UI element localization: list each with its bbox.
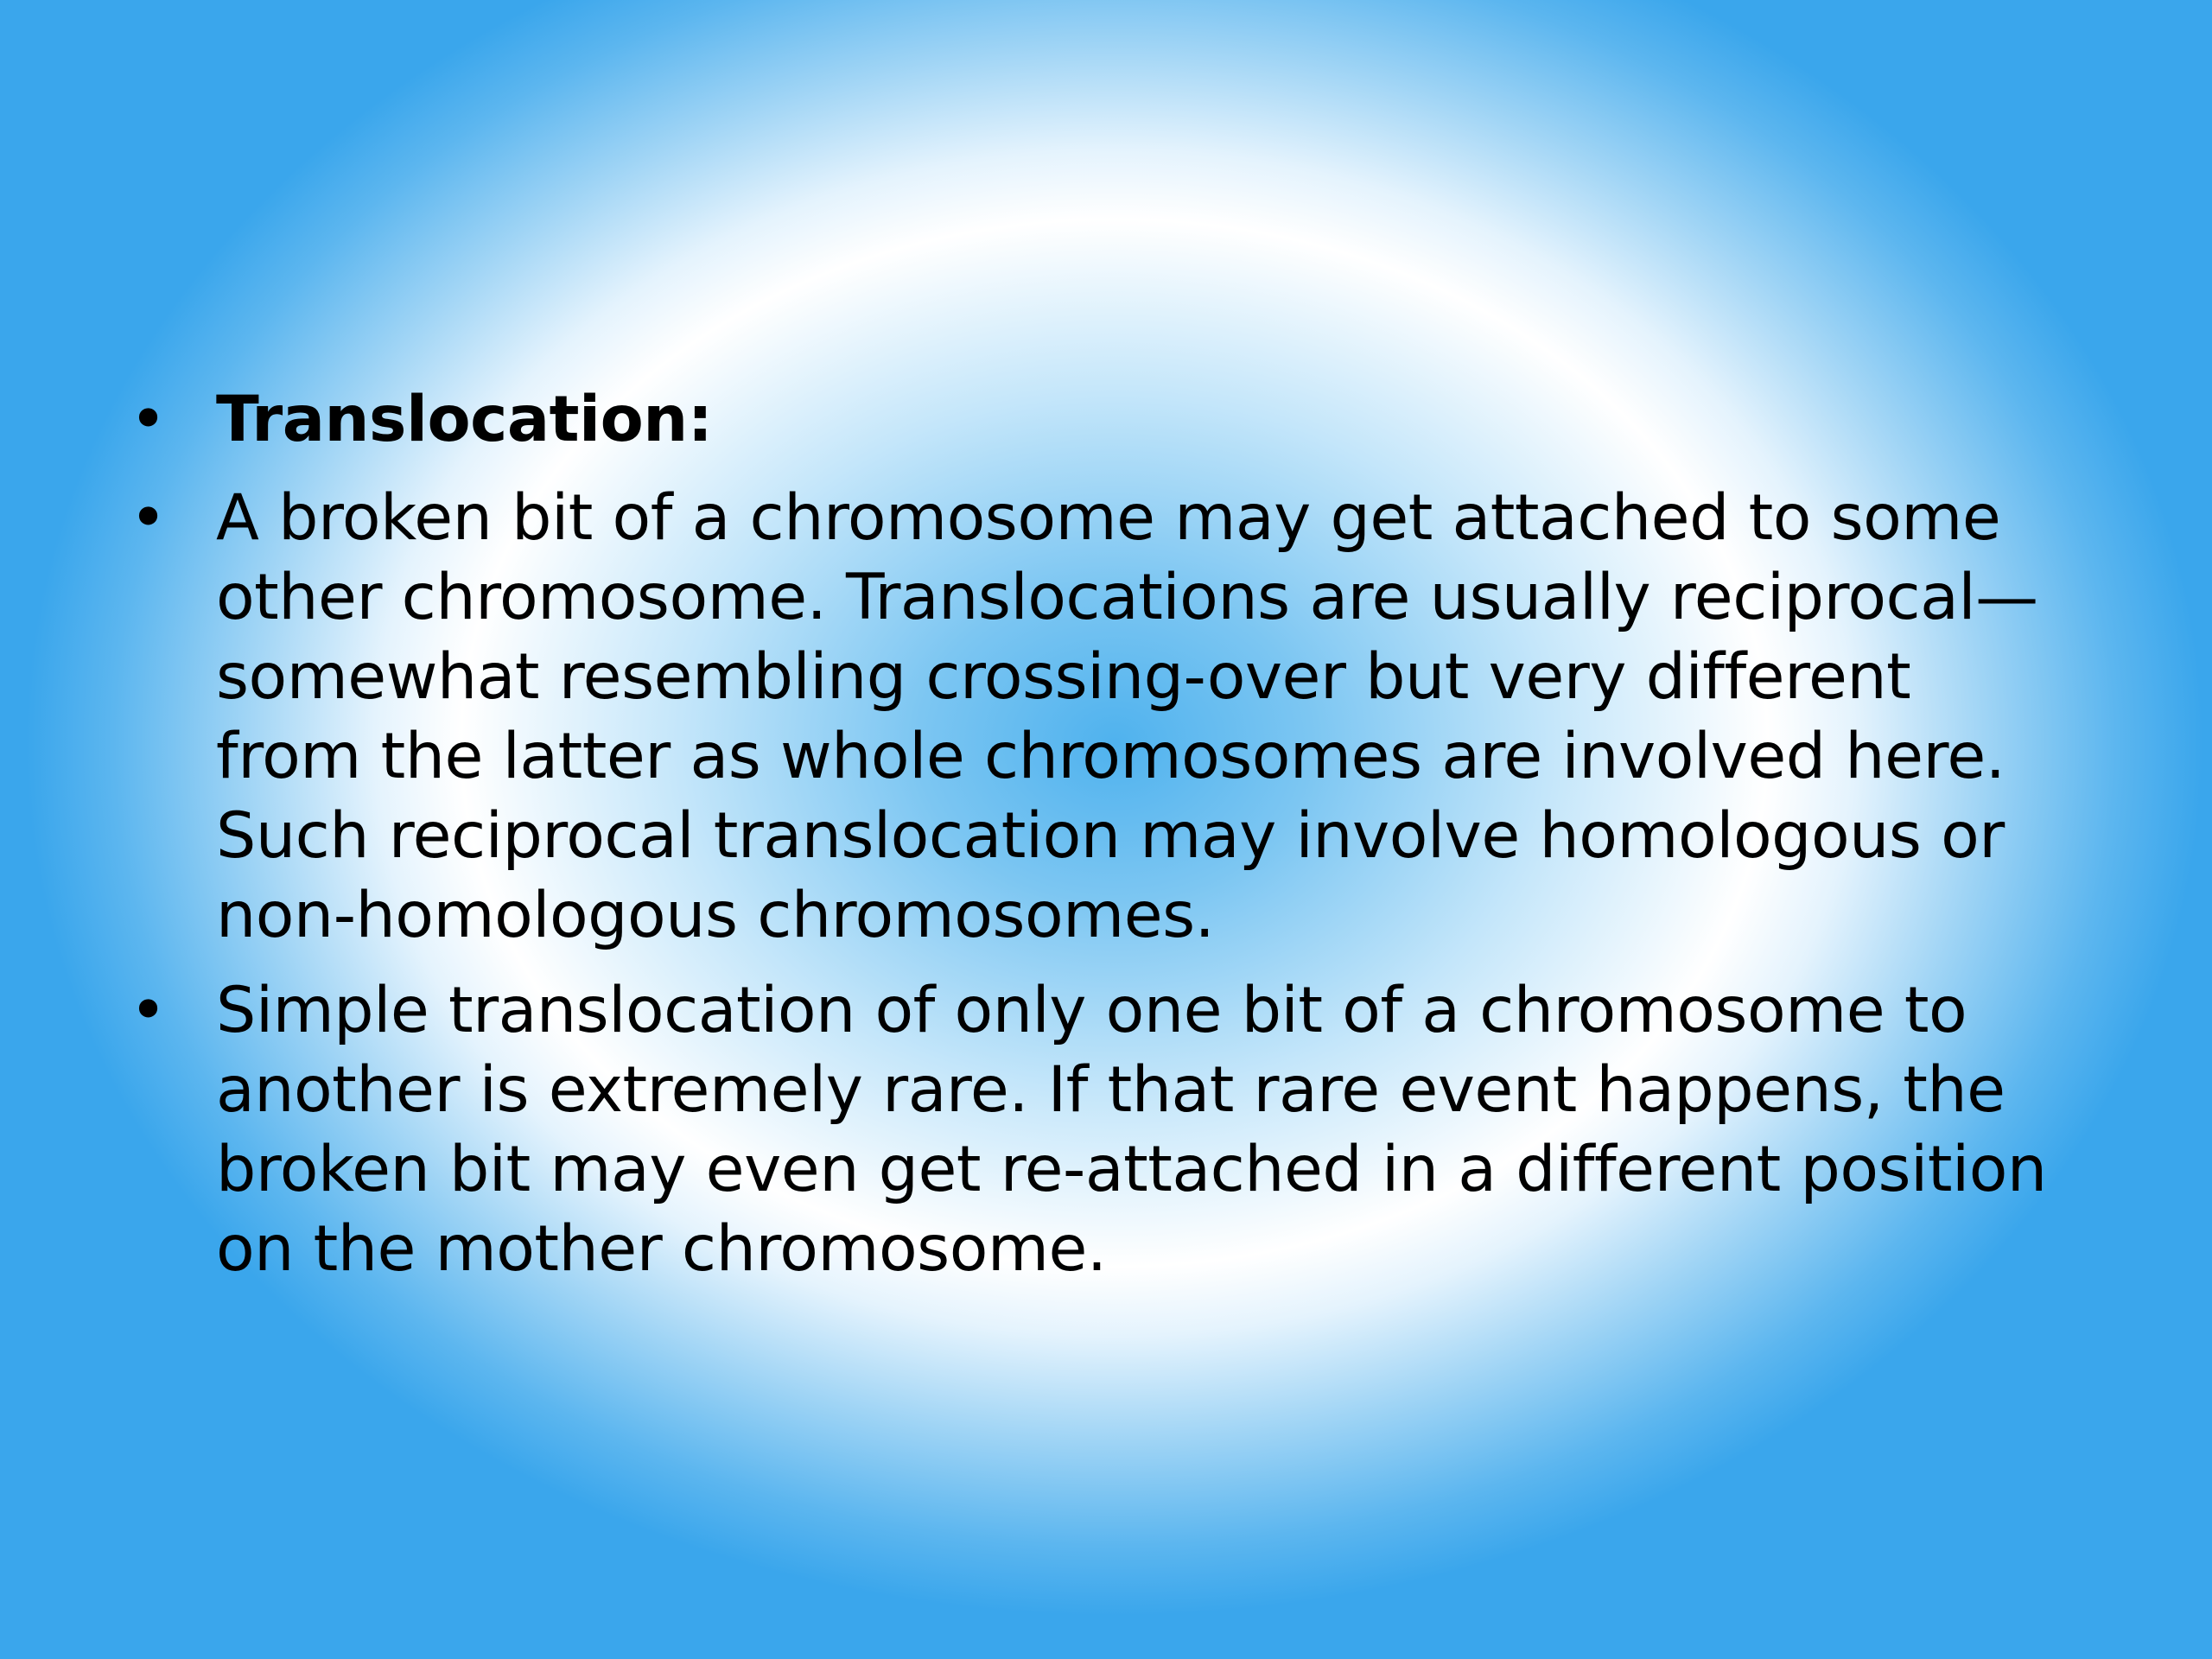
- bullet-text: A broken bit of a chromosome may get attached to some other chromosome. Translocations are usually reciprocal—somewhat resembling crossing-over but very different from the latter as whole chromosomes are involved here. Such reciprocal translocation may involve homologous or non-homologous chromosomes.: [216, 481, 2038, 952]
- bullet-list: [130, 380, 2065, 1289]
- bullet-reciprocal-translocation: [130, 479, 2065, 956]
- bullet-heading-translocation: [130, 380, 2065, 460]
- slide-content: [130, 380, 2065, 1305]
- bullet-simple-translocation: [130, 971, 2065, 1289]
- heading-text: Translocation:: [216, 383, 713, 456]
- bullet-text: Simple translocation of only one bit of a chromosome to another is extremely rare. If that rare event happens, the broken bit may even get re-attached in a different position on the mother chromosome.: [216, 974, 2047, 1286]
- bullet-dot-icon: •: [130, 481, 167, 555]
- bullet-dot-icon: •: [130, 383, 167, 456]
- bullet-dot-icon: •: [130, 974, 167, 1047]
